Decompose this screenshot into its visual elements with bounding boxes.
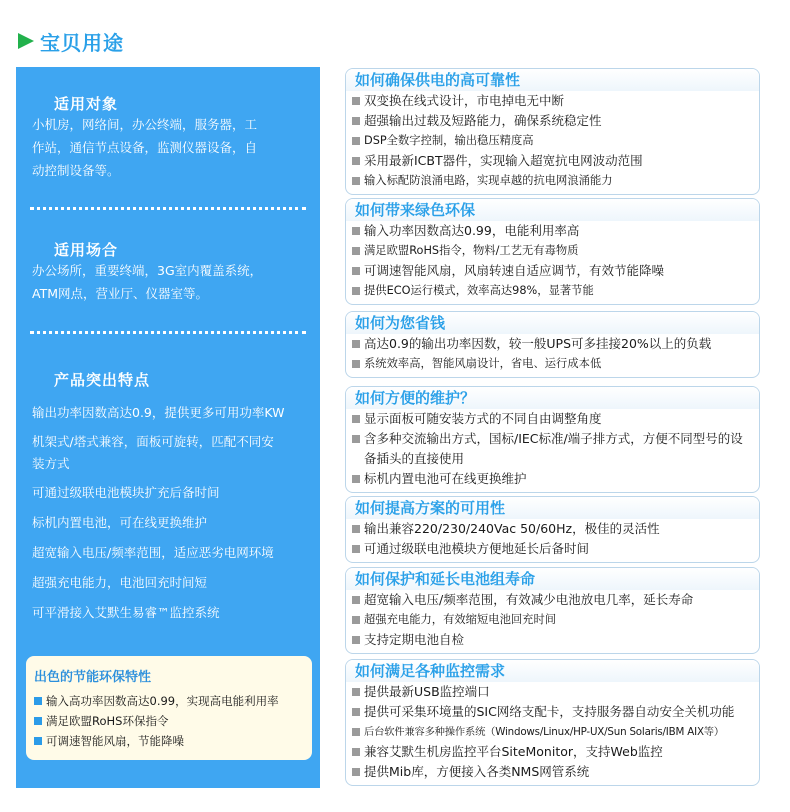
square-bullet-icon	[34, 717, 42, 725]
square-bullet-icon	[352, 636, 360, 644]
card-list-item	[352, 281, 755, 301]
square-bullet-icon	[352, 728, 360, 736]
feature-card	[345, 68, 760, 195]
card-title: 如何为您省钱	[346, 312, 759, 334]
square-bullet-icon	[352, 340, 360, 348]
eco-item: 满足欧盟RoHS环保指令	[34, 711, 304, 731]
card-title: 如何方便的维护？	[346, 387, 759, 409]
card-item-text: 含多种交流输出方式，国标/IEC标准/端子排方式，方便不同型号的设备插头的直接使用	[364, 431, 743, 466]
card-item-text: 满足欧盟RoHS指令，物料/工艺无有毒物质	[364, 244, 579, 257]
card-list-item	[352, 171, 755, 191]
feature-card	[345, 198, 760, 305]
card-title: 如何确保供电的高可靠性	[346, 69, 759, 91]
feature-text: 超强充电能力，电池回充时间短	[32, 575, 208, 590]
square-bullet-icon	[352, 475, 360, 483]
card-item-text: 兼容艾默生机房监控平台SiteMonitor，支持Web监控	[364, 744, 663, 759]
eco-item: 可调速智能风扇，节能降噪	[34, 731, 304, 751]
features-title: 产品突出特点	[54, 371, 151, 389]
square-bullet-icon	[34, 737, 42, 745]
card-item-text: 超强充电能力，有效缩短电池回充时间	[364, 613, 557, 626]
places-title: 适用场合	[54, 241, 119, 259]
square-bullet-icon	[352, 435, 360, 443]
card-list-item	[352, 722, 755, 742]
square-bullet-icon	[352, 616, 360, 624]
card-list-item	[352, 429, 755, 469]
feature-card	[345, 311, 760, 378]
square-bullet-icon	[352, 545, 360, 553]
feature-card	[345, 386, 760, 493]
square-bullet-icon	[352, 748, 360, 756]
card-item-text: DSP全数字控制，输出稳压精度高	[364, 134, 534, 147]
eco-title: 出色的节能环保特性	[34, 670, 152, 685]
card-list-item	[352, 762, 755, 782]
card-item-text: 双变换在线式设计，市电掉电无中断	[364, 93, 565, 108]
section-title: 宝贝用途	[40, 30, 124, 55]
objects-text	[32, 113, 314, 182]
card-item-text: 可通过级联电池模块方便地延长后备时间	[364, 541, 590, 556]
feature-item	[32, 572, 314, 594]
card-list-item	[352, 151, 755, 171]
places-line: ATM网点，营业厅、仪器室等。	[32, 286, 209, 301]
card-item-text: 输入功率因数高达0.99，电能利用率高	[364, 223, 580, 238]
card-item-text: 提供Mib库，方便接入各类NMS网管系统	[364, 764, 590, 779]
square-bullet-icon	[352, 137, 360, 145]
eco-box	[26, 656, 312, 760]
card-item-text: 高达0.9的输出功率因数，较一般UPS可多挂接20%以上的负载	[364, 336, 712, 351]
card-list-item	[352, 539, 755, 559]
card-list-item	[352, 610, 755, 630]
feature-item	[32, 542, 314, 564]
feature-text: 装方式	[32, 456, 70, 471]
card-item-text: 超宽输入电压/频率范围，有效减少电池放电几率，延长寿命	[364, 592, 694, 607]
square-bullet-icon	[352, 247, 360, 255]
square-bullet-icon	[352, 525, 360, 533]
card-item-text: 输入标配防浪涌电路，实现卓越的抗电网浪涌能力	[364, 174, 613, 187]
card-list-item	[352, 334, 755, 354]
feature-text: 机架式/塔式兼容，面板可旋转，匹配不同安	[32, 434, 274, 449]
places-line: 办公场所，重要终端，3G室内覆盖系统，	[32, 263, 263, 278]
card-item-text: 支持定期电池自检	[364, 632, 465, 647]
square-bullet-icon	[352, 157, 360, 165]
card-list-item	[352, 111, 755, 131]
card-title: 如何满足各种监控需求	[346, 660, 759, 682]
places-text	[32, 259, 314, 305]
square-bullet-icon	[352, 688, 360, 696]
arrow-right-icon	[18, 33, 34, 49]
card-title: 如何保护和延长电池组寿命	[346, 568, 759, 590]
feature-text: 标机内置电池，可在线更换维护	[32, 515, 208, 530]
card-item-text: 输出兼容220/230/240Vac 50/60Hz，极佳的灵活性	[364, 521, 660, 536]
card-list-item	[352, 630, 755, 650]
objects-line: 动控制设备等。	[32, 163, 120, 178]
square-bullet-icon	[352, 227, 360, 235]
card-list-item	[352, 590, 755, 610]
feature-text: 输出功率因数高达0.9，提供更多可用功率KW	[32, 405, 285, 420]
feature-card	[345, 567, 760, 654]
square-bullet-icon	[352, 97, 360, 105]
square-bullet-icon	[352, 117, 360, 125]
feature-text: 可平滑接入艾默生易睿™监控系统	[32, 605, 220, 620]
square-bullet-icon	[352, 360, 360, 368]
square-bullet-icon	[352, 768, 360, 776]
feature-item	[32, 402, 314, 424]
square-bullet-icon	[352, 596, 360, 604]
objects-title: 适用对象	[54, 95, 119, 113]
feature-item	[32, 431, 314, 475]
square-bullet-icon	[352, 708, 360, 716]
feature-text: 可通过级联电池模块扩充后备时间	[32, 485, 220, 500]
card-list-item	[352, 131, 755, 151]
feature-card	[345, 659, 760, 786]
feature-card	[345, 496, 760, 563]
card-list-item	[352, 409, 755, 429]
card-list-item	[352, 682, 755, 702]
card-item-text: 显示面板可随安装方式的不同自由调整角度	[364, 411, 602, 426]
card-item-text: 可调速智能风扇，风扇转速自适应调节，有效节能降噪	[364, 263, 665, 278]
feature-item	[32, 482, 314, 504]
card-item-text: 系统效率高，智能风扇设计，省电、运行成本低	[364, 357, 602, 370]
card-item-text: 提供ECO运行模式，效率高达98%，显著节能	[364, 284, 594, 297]
card-list-item	[352, 702, 755, 722]
card-title: 如何提高方案的可用性	[346, 497, 759, 519]
card-list-item	[352, 742, 755, 762]
card-list-item	[352, 241, 755, 261]
square-bullet-icon	[352, 267, 360, 275]
card-item-text: 后台软件兼容多种操作系统（Windows/Linux/HP-UX/Sun Solaris/IBM AIX等）	[364, 726, 724, 738]
card-item-text: 提供最新USB监控端口	[364, 684, 490, 699]
card-list-item	[352, 261, 755, 281]
card-item-text: 采用最新ICBT器件，实现输入超宽抗电网波动范围	[364, 153, 643, 168]
square-bullet-icon	[352, 177, 360, 185]
square-bullet-icon	[352, 287, 360, 295]
objects-line: 小机房，网络间，办公终端，服务器，工	[32, 117, 258, 132]
card-list-item	[352, 469, 755, 489]
divider	[30, 207, 306, 210]
objects-line: 作站，通信节点设备，监测仪器设备，自	[32, 140, 258, 155]
section-header	[18, 26, 124, 56]
feature-item	[32, 602, 314, 624]
card-item-text: 超强输出过载及短路能力，确保系统稳定性	[364, 113, 602, 128]
feature-text: 超宽输入电压/频率范围，适应恶劣电网环境	[32, 545, 274, 560]
card-item-text: 提供可采集环境量的SIC网络支配卡，支持服务器自动安全关机功能	[364, 704, 735, 719]
card-list-item	[352, 221, 755, 241]
square-bullet-icon	[352, 415, 360, 423]
card-title: 如何带来绿色环保	[346, 199, 759, 221]
eco-item: 输入高功率因数高达0.99，实现高电能利用率	[34, 691, 304, 711]
feature-item	[32, 512, 314, 534]
card-list-item	[352, 91, 755, 111]
card-item-text: 标机内置电池可在线更换维护	[364, 471, 527, 486]
card-list-item	[352, 354, 755, 374]
card-list-item	[352, 519, 755, 539]
square-bullet-icon	[34, 697, 42, 705]
divider	[30, 331, 306, 334]
